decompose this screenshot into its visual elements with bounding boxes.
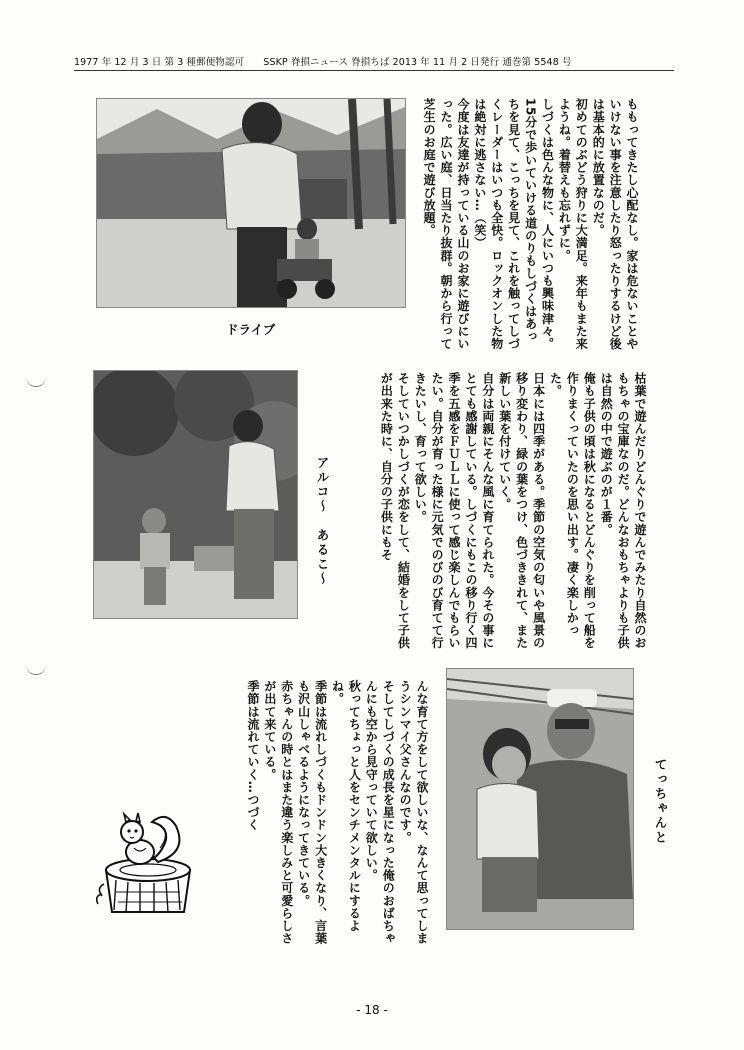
caption-tecchan: てっちゃんと [653, 758, 668, 845]
caption-drive: ドライブ [226, 322, 276, 337]
text-paragraph: ももってきたし心配なし。家は危ないことやいけない事を注意したり怒ったりするけど後は基本的に放置なのだ。 [591, 98, 639, 350]
page-header: 1977 年 12 月 3 日 第 3 種郵便物認可 SSKP 脊損ニュース 脊損ちば 2013 年 11 月 2 日発行 通巻第 5548 号 [74, 57, 572, 68]
text-column-2 [338, 372, 648, 650]
text-paragraph: 枯葉で遊んだりどんぐりで遊んでみたり自然のおもちゃの宝庫なのだ。どんなおもちゃよりも子供は自然の中で遊ぶのが１番。 [599, 372, 647, 650]
text-paragraph: 季節は流れしづくもドンドン大きくなり、言葉も沢山しゃべるようになってきている。 [296, 680, 328, 945]
text-paragraph: 初めてのぶどう狩りに大満足。来年もまた来ようね。着替えも忘れずに。 [557, 98, 589, 350]
punch-hole-mark [26, 664, 46, 675]
squirrel-on-stump-icon [96, 808, 200, 918]
text-paragraph: 俺も子供の頃は秋になるとどんぐりを削って船を作りまくっていたのを思い出す。凄く楽しかった。 [548, 372, 597, 650]
text-paragraph: 日本には四季がある。季節の空気の匂いや風景の移り変わり、緑の葉をつけ、色づききれて、また新しい葉を付けていく。 [497, 372, 546, 650]
text-column-3 [218, 680, 430, 952]
text-column-1 [412, 98, 640, 350]
text-paragraph: 季節は流れていく…つづく [245, 680, 260, 832]
punch-hole-mark [26, 376, 46, 387]
photo-drive [96, 98, 406, 308]
photo-aruko [93, 370, 298, 619]
text-paragraph: 秋ってちょっと人をセンチメンタルにするよね。 [330, 680, 362, 932]
photo-tecchan [446, 668, 634, 930]
header-rule [74, 70, 674, 71]
text-paragraph: そしてしづくの成長を星になった俺のおばちゃんにも空から見守っていて欲しい。 [364, 680, 396, 945]
text-paragraph: そしていつかしづくが恋をして、結婚をして子供が出来た時に、自分の子供にもそ [379, 372, 411, 650]
text-paragraph: 赤ちゃんの時とはまた違う楽しみと可愛らしさが出て来ている。 [262, 680, 294, 945]
text-paragraph: 今度は友達が持っている山のお家に遊びにいった。広い庭、日当たり抜群。朝から行って芝生のお庭で遊び放題。 [422, 98, 470, 350]
page-number: - 18 - [356, 1003, 388, 1017]
text-paragraph: 自分は両親にそんな風に育てられた。今その事にとても感謝している。しづくにもこの移り行く四季を五感をＦＵＬＬに使って感じ楽しんでもらいたい。自分が育った様に元気でのびのび育てて行きたいし、育って欲しい。 [413, 372, 495, 650]
text-paragraph: しづくは色んな物に、人にいつも興味津々。15分で歩いていける道のりもしづくはあっちを見て、こっちを見て、これを触ってしづくレーダーはいつも全快。ロックオンした物は絶対に逃さない…（笑） [472, 98, 555, 350]
caption-aruko: アルコ〜 あるこ〜 [315, 456, 330, 587]
text-paragraph: んな育て方をして欲しいな、なんて思ってしまうシンマイ父さんなのです。 [398, 680, 429, 945]
